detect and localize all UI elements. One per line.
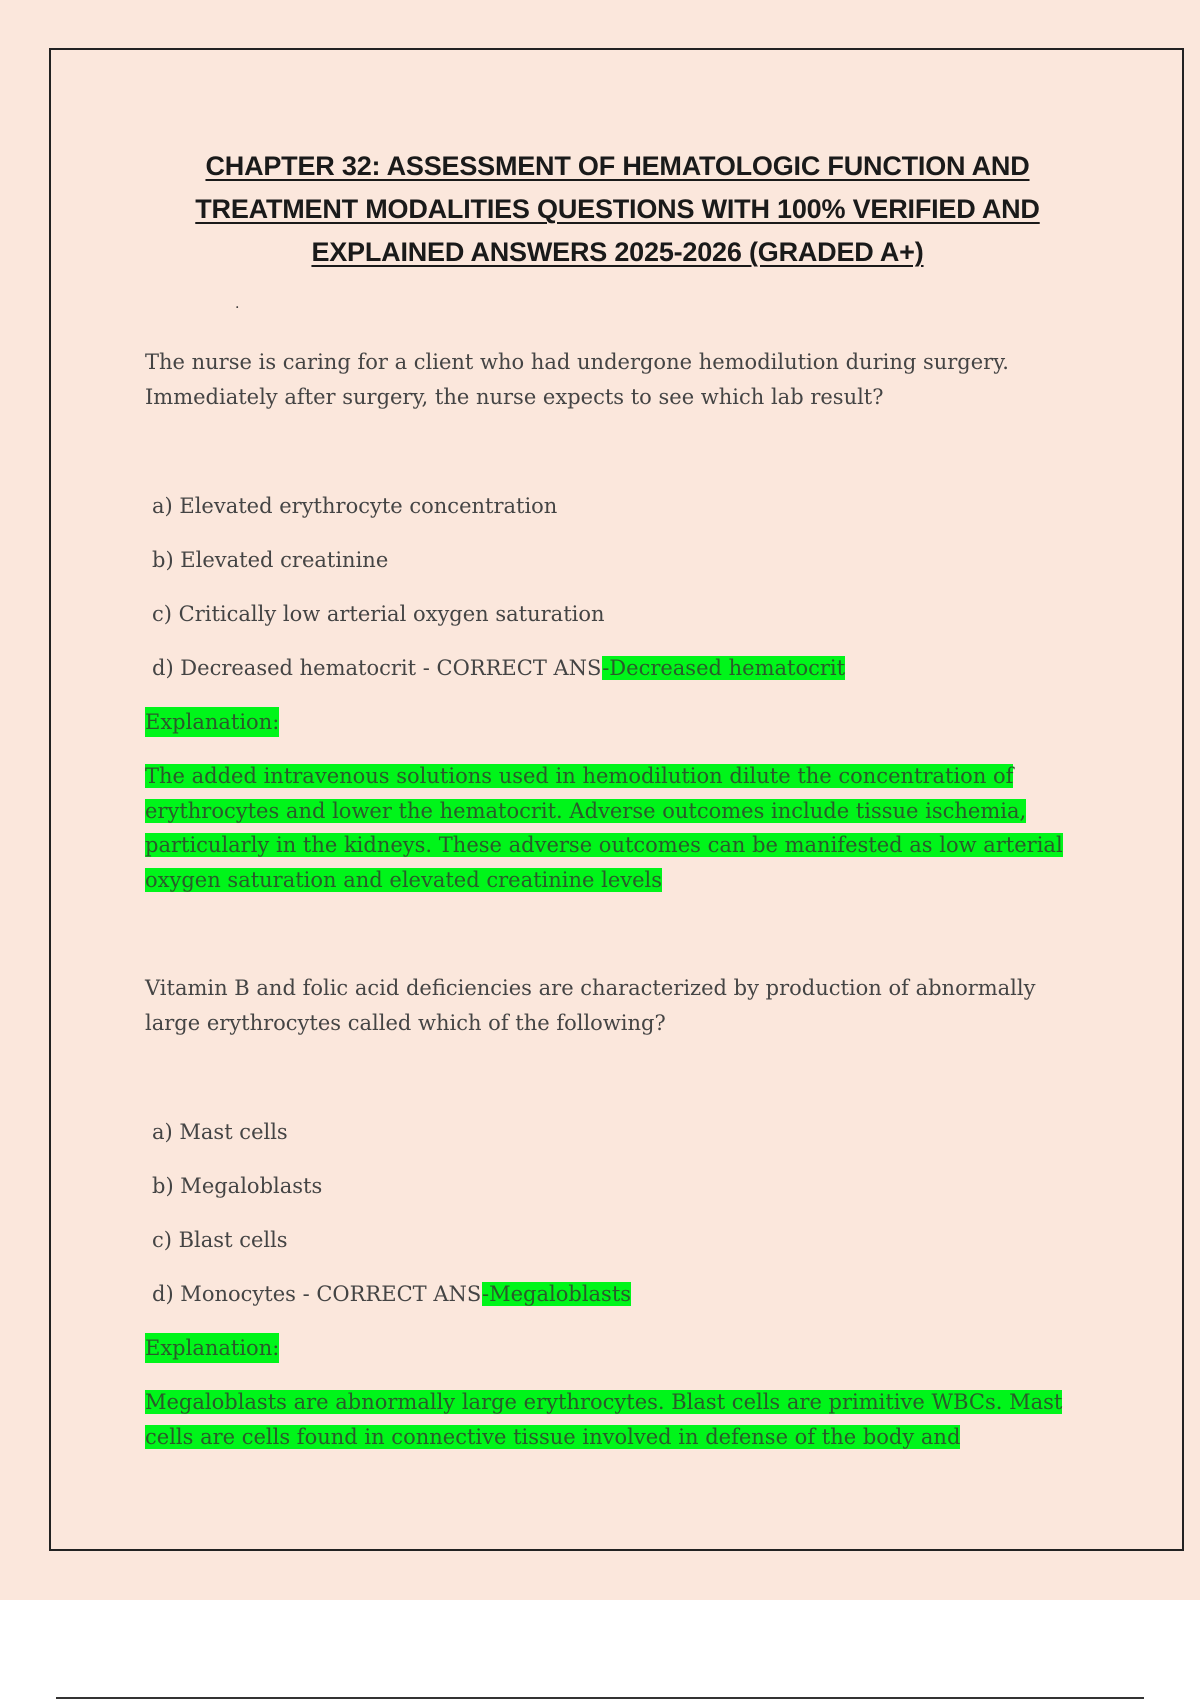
question-2-option-b: b) Megaloblasts: [152, 1174, 323, 1198]
question-1-explanation: [145, 759, 1100, 897]
question-1-option-b: b) Elevated creatinine: [152, 548, 389, 572]
question-2-explanation-label: Explanation:: [145, 1333, 279, 1363]
question-1-explanation-text: The added intravenous solutions used in hemodilution dilute the concentration of erythrocytes and lower the hematocrit. Adverse outcomes include tissue ischemia, particularly in the kidneys. These adverse outcomes can be manifested as low arterial oxygen saturation and elevated creatinine levels: [145, 764, 1063, 892]
question-1-option-d-label: d) Decreased hematocrit - CORRECT ANS: [152, 656, 603, 680]
question-2-explanation-text: Megaloblasts are abnormally large erythrocytes. Blast cells are primitive WBCs. Mast cells are cells found in connective tissue involved in defense of the body and: [145, 1390, 1063, 1449]
question-1-option-d: [152, 653, 845, 683]
question-2-option-a: a) Mast cells: [152, 1120, 288, 1144]
document-title: CHAPTER 32: ASSESSMENT OF HEMATOLOGIC FUNCTION AND TREATMENT MODALITIES QUESTIONS WITH 100% VERIFIED AND EXPLAINED ANSWERS 2025-2026 (GRADED A+): [195, 151, 1040, 267]
question-1-correct-answer: -Decreased hematocrit: [602, 656, 846, 680]
question-2-option-d-label: d) Monocytes - CORRECT ANS: [152, 1282, 483, 1306]
question-1-text: The nurse is caring for a client who had undergone hemodilution during surgery. Immediately after surgery, the nurse expects to see which lab result?: [145, 350, 1009, 409]
question-2-correct-answer: -Megaloblasts: [482, 1282, 632, 1306]
question-2-explanation: [145, 1385, 1100, 1454]
footer-rule: [56, 1697, 1144, 1699]
stray-dot: .: [235, 296, 240, 312]
question-2-text: Vitamin B and folic acid deficiencies are characterized by production of abnormally large erythrocytes called which of the following?: [145, 976, 1036, 1035]
question-1-option-a: a) Elevated erythrocyte concentration: [152, 494, 558, 518]
question-1-explanation-label: Explanation:: [145, 707, 279, 737]
question-1-option-c: c) Critically low arterial oxygen saturation: [152, 602, 605, 626]
question-2-option-c: c) Blast cells: [152, 1228, 288, 1252]
question-2-option-d: [152, 1279, 631, 1309]
